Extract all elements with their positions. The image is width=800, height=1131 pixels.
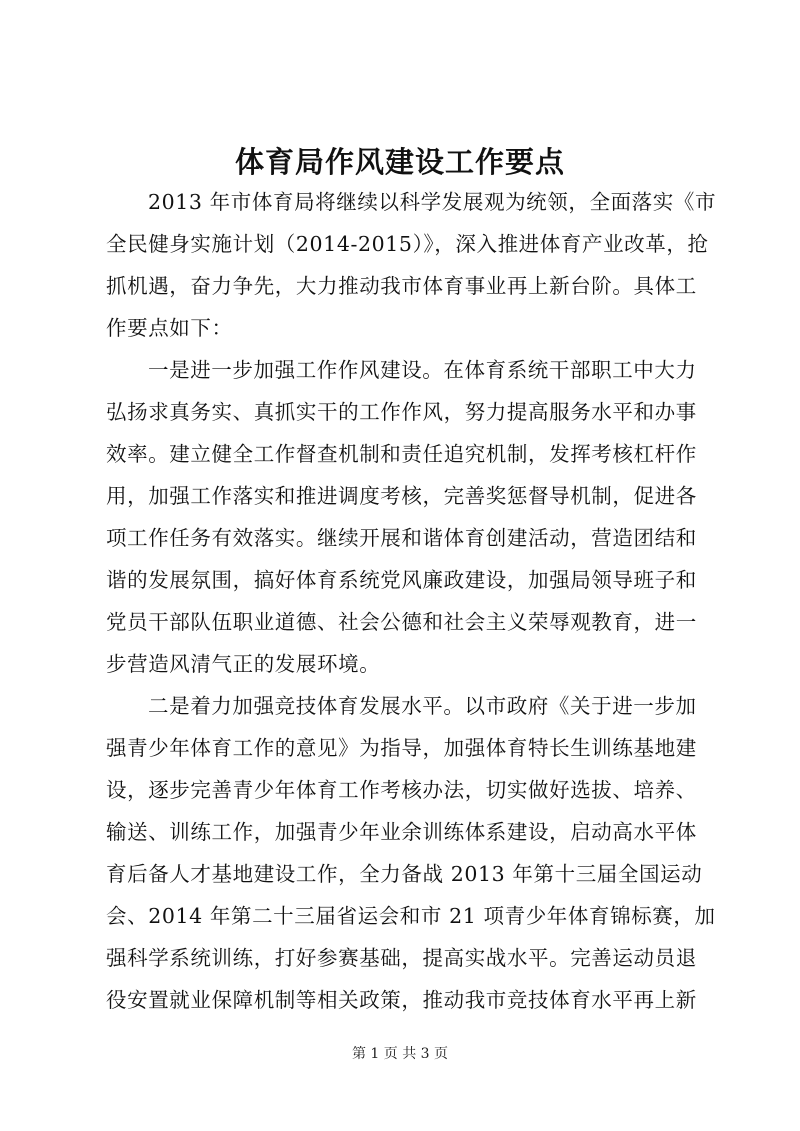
body-line: 一是进一步加强工作作风建设。在体育系统干部职工中大力 xyxy=(148,358,697,382)
body-line: 效率。建立健全工作督查机制和责任追究机制，发挥考核杠杆作 xyxy=(106,442,697,466)
body-line: 全民健身实施计划（2014-2015）》，深入推进体育产业改革，抢 xyxy=(106,232,709,256)
body-line: 输送、训练工作，加强青少年业余训练体系建设，启动高水平体 xyxy=(106,820,697,844)
body-line: 役安置就业保障机制等相关政策，推动我市竞技体育水平再上新 xyxy=(106,988,697,1012)
body-line: 2013 年市体育局将继续以科学发展观为统领，全面落实《市 xyxy=(148,190,717,214)
body-line: 育后备人才基地建设工作，全力备战 2013 年第十三届全国运动 xyxy=(106,862,703,886)
body-line: 会、2014 年第二十三届省运会和市 21 项青少年体育锦标赛，加 xyxy=(106,904,716,928)
body-line: 作要点如下： xyxy=(106,316,233,340)
body-line: 党员干部队伍职业道德、社会公德和社会主义荣辱观教育，进一 xyxy=(106,610,697,634)
body-line: 强青少年体育工作的意见》为指导，加强体育特长生训练基地建 xyxy=(106,736,697,760)
body-line: 抓机遇，奋力争先，大力推动我市体育事业再上新台阶。具体工 xyxy=(106,274,697,298)
body-line: 强科学系统训练，打好参赛基础，提高实战水平。完善运动员退 xyxy=(106,946,697,970)
body-line: 谐的发展氛围，搞好体育系统党风廉政建设，加强局领导班子和 xyxy=(106,568,697,592)
body-line: 步营造风清气正的发展环境。 xyxy=(106,652,381,676)
body-line: 设，逐步完善青少年体育工作考核办法，切实做好选拔、培养、 xyxy=(106,778,697,802)
body-line: 二是着力加强竞技体育发展水平。以市政府《关于进一步加 xyxy=(148,694,697,718)
body-line: 用，加强工作落实和推进调度考核，完善奖惩督导机制，促进各 xyxy=(106,484,697,508)
body-line: 弘扬求真务实、真抓实干的工作作风，努力提高服务水平和办事 xyxy=(106,400,697,424)
page-footer: 第 1 页 共 3 页 xyxy=(351,1046,449,1062)
body-line: 项工作任务有效落实。继续开展和谐体育创建活动，营造团结和 xyxy=(106,526,697,550)
document-title: 体育局作风建设工作要点 xyxy=(234,145,565,179)
